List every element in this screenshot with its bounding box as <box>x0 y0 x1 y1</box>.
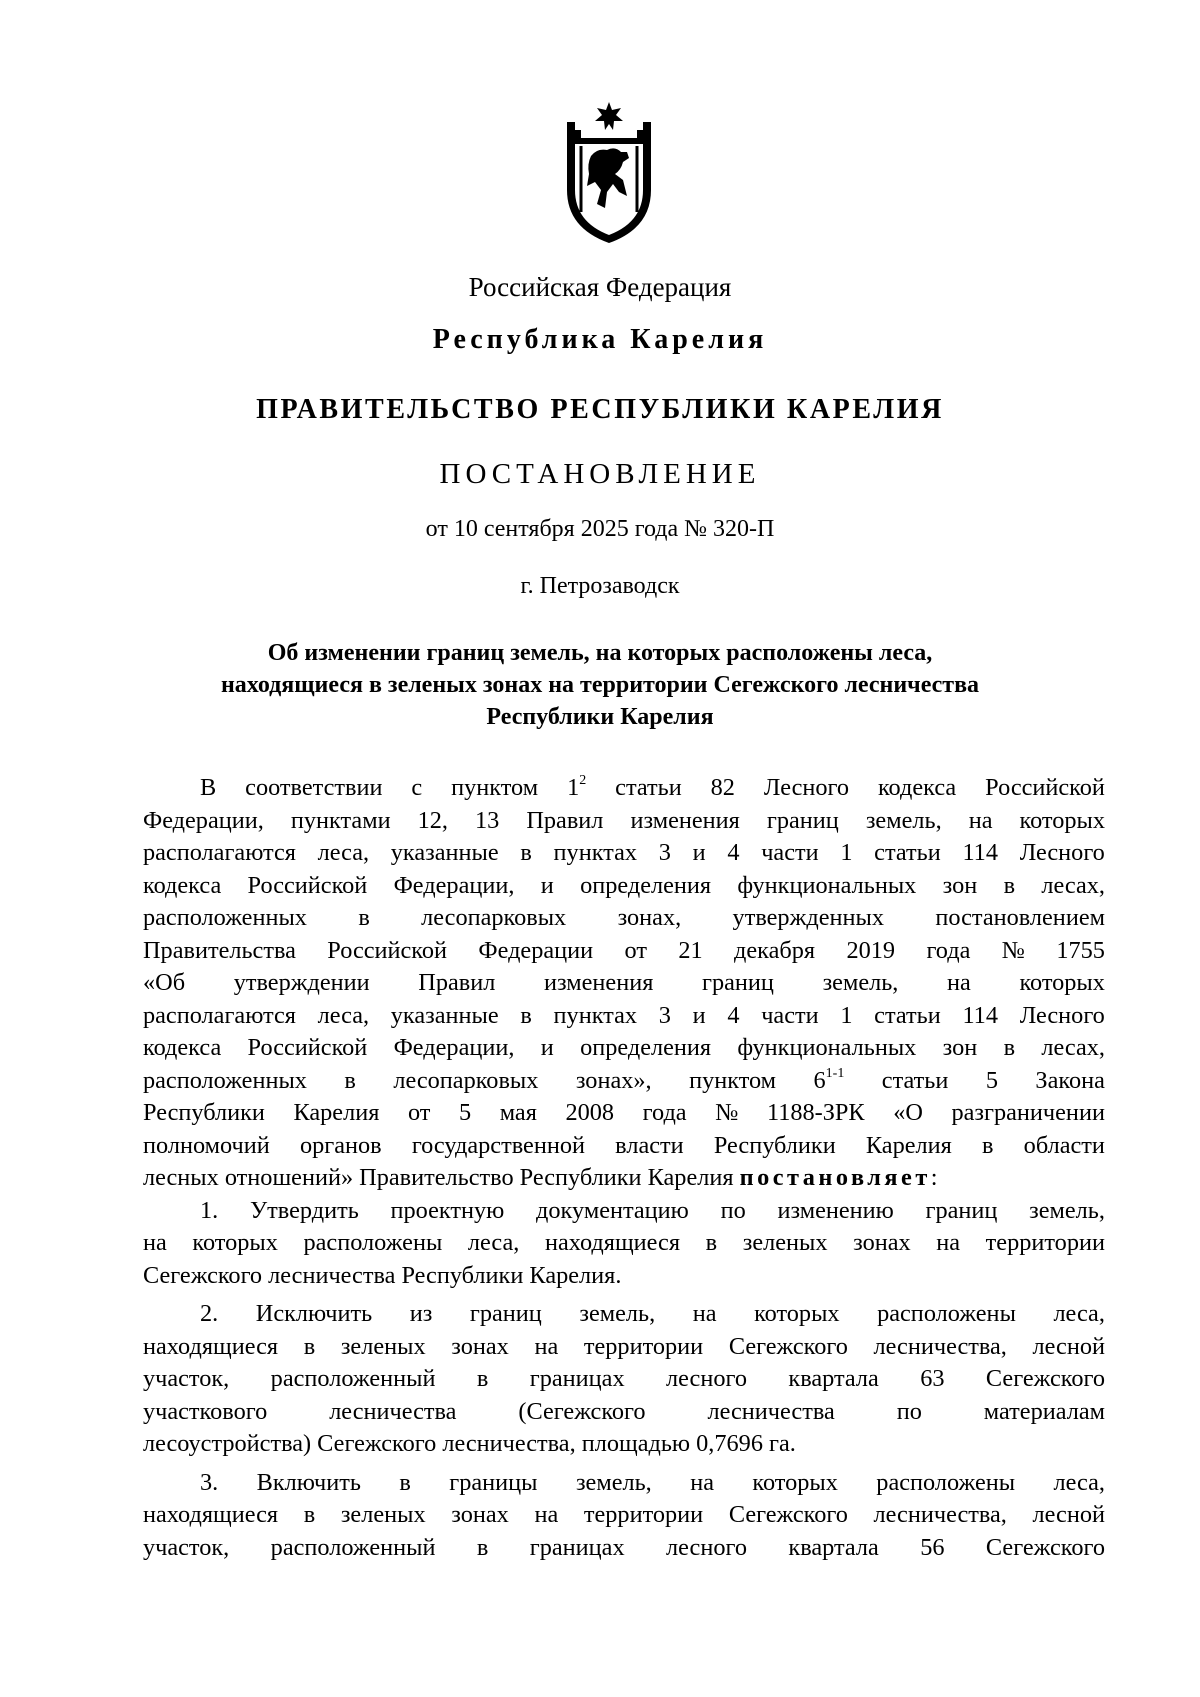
word: расположены <box>303 1229 443 1256</box>
word: 12, <box>417 806 448 834</box>
word: в <box>476 1365 489 1392</box>
word: № <box>715 1099 739 1126</box>
word: в <box>705 1229 718 1256</box>
word: леса, <box>1053 1468 1105 1496</box>
word: расположенный <box>270 1365 436 1392</box>
word: Лесного <box>763 774 850 801</box>
word: разграничении <box>951 1099 1105 1126</box>
title-line: Республики Карелия <box>486 704 714 730</box>
word: расположенных <box>143 904 307 931</box>
word: участок, <box>143 1365 230 1392</box>
word: земель, <box>865 806 942 834</box>
word: границах <box>529 1533 625 1561</box>
word: 2008 <box>565 1099 615 1126</box>
word: года <box>642 1099 687 1126</box>
word: от <box>407 1099 431 1126</box>
word: Лесного <box>1019 839 1105 866</box>
word: по <box>720 1196 746 1224</box>
item-1-line <box>143 1195 1105 1228</box>
preamble-line <box>143 1162 1105 1195</box>
word: Российской <box>247 1034 368 1061</box>
word: лесного <box>666 1533 747 1561</box>
word: на <box>947 969 971 996</box>
word: и <box>540 871 554 899</box>
word: в <box>344 1066 356 1094</box>
word: 5 <box>458 1099 472 1126</box>
word: мая <box>499 1099 537 1126</box>
word: зонах <box>853 1229 911 1256</box>
word: утверждении <box>233 969 370 996</box>
word: Федерации <box>478 936 594 964</box>
word: леса, <box>467 1229 520 1256</box>
word: № <box>1001 936 1025 964</box>
word: Закона <box>1035 1066 1105 1094</box>
preamble-line <box>143 870 1105 903</box>
word: определения <box>580 871 712 899</box>
point-number: 6 <box>813 1066 826 1094</box>
word: кодекса <box>143 871 222 899</box>
word: границ <box>702 969 774 996</box>
government-heading: ПРАВИТЕЛЬСТВО РЕСПУБЛИКИ КАРЕЛИЯ <box>256 394 944 425</box>
word: соответствии <box>245 774 383 801</box>
word: Сегежского <box>985 1365 1105 1392</box>
word: 21 <box>678 936 703 964</box>
word: В <box>200 774 217 801</box>
word: в <box>982 1131 994 1159</box>
word: Республики <box>143 1099 265 1126</box>
word: на <box>692 1300 717 1327</box>
preamble-line <box>143 1097 1105 1130</box>
word: по <box>896 1397 922 1425</box>
word: находящиеся <box>143 1332 279 1360</box>
word: в <box>520 839 532 866</box>
word: Правил <box>418 969 496 996</box>
word: земель, <box>1029 1196 1105 1224</box>
word: полномочий <box>143 1131 270 1159</box>
word: и <box>692 839 706 866</box>
word: Российской <box>247 871 368 899</box>
word: зон <box>942 1034 978 1061</box>
word: и <box>540 1034 554 1061</box>
word: из <box>409 1300 433 1327</box>
word: части <box>761 839 819 866</box>
word <box>567 772 586 805</box>
word: лесного <box>666 1365 747 1392</box>
word: зеленых <box>340 1332 426 1360</box>
karelia-coat-of-arms-emblem <box>557 100 661 245</box>
word: материалам <box>983 1397 1105 1425</box>
title-line: Об изменении границ земель, на которых расположены леса, <box>267 640 933 666</box>
word: статьи <box>874 1001 941 1029</box>
word: в <box>303 1332 316 1360</box>
word: в <box>1003 1034 1016 1061</box>
document-body <box>143 772 1105 1564</box>
word: 3 <box>658 1001 671 1029</box>
word: 3 <box>658 839 671 866</box>
word: кодекса <box>877 774 957 801</box>
word: в <box>358 904 370 931</box>
word: лесничества <box>329 1397 457 1425</box>
preamble-line <box>143 837 1105 870</box>
word: которых <box>754 1300 840 1327</box>
word: территории <box>985 1229 1105 1256</box>
word: статьи <box>881 1066 949 1094</box>
word: пунктами <box>290 806 391 834</box>
word: в <box>399 1468 411 1496</box>
word: 1755 <box>1056 936 1105 964</box>
word: 5 <box>985 1066 998 1094</box>
preamble-line <box>143 772 1105 805</box>
word: лесной <box>1032 1501 1105 1528</box>
superscript: 1-1 <box>825 1065 845 1081</box>
word: леса, <box>317 839 370 866</box>
word: расположенный <box>270 1533 436 1561</box>
word: постановлением <box>935 904 1105 931</box>
word: «О <box>893 1099 923 1126</box>
word: на <box>534 1501 559 1528</box>
word: зонах <box>451 1501 509 1528</box>
word: кодекса <box>143 1034 222 1061</box>
preamble-text: лесных отношений» Правительство Республики Карелия <box>143 1164 740 1191</box>
word: (Сегежского <box>518 1397 646 1425</box>
word: статьи <box>874 839 941 866</box>
word: границах <box>529 1365 625 1392</box>
preamble-line <box>143 935 1105 968</box>
word: Включить <box>256 1468 361 1496</box>
word: лесничества <box>707 1397 835 1425</box>
word: участок, <box>143 1533 230 1561</box>
word: статьи <box>615 774 682 801</box>
word: Утвердить <box>249 1196 359 1224</box>
preamble-line <box>143 1130 1105 1163</box>
word: лесничества, <box>873 1332 1007 1360</box>
word: Лесного <box>1019 1001 1105 1029</box>
word: на <box>690 1468 714 1496</box>
word: земель, <box>575 1468 652 1496</box>
word: квартала <box>788 1533 879 1561</box>
document-city: г. Петрозаводск <box>520 573 680 599</box>
word: Федерации, <box>143 806 264 834</box>
word: указанные <box>390 839 499 866</box>
word: с <box>411 774 423 801</box>
item-1-line <box>143 1227 1105 1260</box>
republic-heading: Республика Карелия <box>432 324 768 355</box>
word: 1188-ЗРК <box>766 1099 865 1126</box>
word: изменения <box>544 969 654 996</box>
word: расположены <box>876 1468 1016 1496</box>
word: в <box>476 1533 489 1561</box>
word: территории <box>583 1501 704 1528</box>
word: на <box>534 1332 559 1360</box>
word: 1 <box>840 1001 853 1029</box>
word: Федерации, <box>393 1034 515 1061</box>
word: Сегежского <box>728 1332 848 1360</box>
word: границ <box>469 1300 542 1327</box>
word: изменению <box>777 1196 894 1224</box>
word: находящиеся <box>544 1229 681 1256</box>
word: 13 <box>475 806 500 834</box>
word: зонах <box>451 1332 509 1360</box>
word: на <box>936 1229 961 1256</box>
document-title <box>130 637 1070 733</box>
word: земель, <box>822 969 899 996</box>
word <box>814 1065 845 1098</box>
word: зон <box>942 871 978 899</box>
word: Сегежского <box>985 1533 1105 1561</box>
word: которых <box>1019 806 1105 834</box>
word: территории <box>583 1332 704 1360</box>
word: участкового <box>143 1397 268 1425</box>
word: 2. <box>200 1300 219 1327</box>
word: утвержденных <box>732 904 884 931</box>
word: от <box>624 936 647 964</box>
item-3-line <box>143 1499 1105 1532</box>
word: и <box>692 1001 706 1029</box>
item-2-line: лесоустройства) Сегежского лесничества, площадью 0,7696 га. <box>143 1430 796 1457</box>
word: в <box>303 1501 316 1528</box>
word: границ <box>925 1196 998 1224</box>
word: зонах, <box>617 904 682 931</box>
word: зонах», <box>575 1066 652 1094</box>
word: документацию <box>536 1196 689 1224</box>
word: пунктом <box>689 1066 777 1094</box>
word: государственной <box>411 1131 585 1159</box>
word: на <box>968 806 993 834</box>
word: 63 <box>920 1365 945 1392</box>
word: земель, <box>579 1300 656 1327</box>
word: части <box>761 1001 819 1029</box>
word: года <box>926 936 971 964</box>
word: 4 <box>727 839 740 866</box>
word: леса, <box>317 1001 370 1029</box>
item-1-line: Сегежского лесничества Республики Карелия. <box>143 1261 622 1289</box>
word: Карелия <box>293 1099 380 1126</box>
word: власти <box>615 1131 684 1159</box>
word: 114 <box>962 839 998 866</box>
word: пунктом <box>451 774 539 801</box>
document-type: ПОСТАНОВЛЕНИЕ <box>439 458 761 490</box>
word: определения <box>580 1034 712 1061</box>
word: располагаются <box>143 1001 296 1029</box>
word: Российской <box>985 774 1105 801</box>
word: расположенных <box>143 1066 307 1094</box>
colon: : <box>930 1164 938 1191</box>
preamble-line <box>143 967 1105 1000</box>
word: 4 <box>727 1001 740 1029</box>
item-3-line <box>143 1532 1105 1565</box>
word: в <box>520 1001 532 1029</box>
word: на <box>143 1229 167 1256</box>
word: лесах, <box>1041 1034 1105 1061</box>
preamble-line <box>143 902 1105 935</box>
word: Российской <box>327 936 448 964</box>
word: органов <box>299 1131 382 1159</box>
item-2-line <box>143 1331 1105 1364</box>
word: лесах, <box>1041 871 1105 899</box>
item-3-line <box>143 1467 1105 1500</box>
word: пунктах <box>553 839 638 866</box>
word: Федерации, <box>393 871 515 899</box>
word: лесной <box>1032 1332 1105 1360</box>
word: 1. <box>200 1196 219 1224</box>
preamble-line <box>143 1000 1105 1033</box>
word: Правительства <box>143 936 296 964</box>
word: которых <box>1019 969 1105 996</box>
word: лесопарковых <box>421 904 567 931</box>
word: 82 <box>710 774 735 801</box>
preamble-line <box>143 1032 1105 1065</box>
word: проектную <box>390 1196 505 1224</box>
word: расположены <box>877 1300 1016 1327</box>
word: указанные <box>390 1001 499 1029</box>
point-number: 1 <box>567 774 580 801</box>
word: изменения <box>630 806 740 834</box>
word: 114 <box>962 1001 998 1029</box>
word: декабря <box>734 936 816 964</box>
federation-heading: Российская Федерация <box>468 272 732 302</box>
word: границы <box>449 1468 538 1496</box>
word: пунктах <box>553 1001 638 1029</box>
word: Карелия <box>865 1131 952 1159</box>
word: Сегежского <box>728 1501 848 1528</box>
word: Республики <box>713 1131 836 1159</box>
word: зеленых <box>742 1229 828 1256</box>
word: Правил <box>526 806 604 834</box>
word: области <box>1023 1131 1105 1159</box>
word: которых <box>192 1229 278 1256</box>
word: леса, <box>1053 1300 1105 1327</box>
document-date-number: от 10 сентября 2025 года № 320-П <box>425 516 775 542</box>
word: лесопарковых <box>393 1066 539 1094</box>
item-2-line <box>143 1396 1105 1429</box>
word: функциональных <box>737 871 917 899</box>
word: находящиеся <box>143 1501 279 1528</box>
word: в <box>1003 871 1016 899</box>
word: 3. <box>200 1468 219 1496</box>
word: «Об <box>143 969 186 996</box>
word: 2019 <box>846 936 896 964</box>
word: лесничества, <box>873 1501 1007 1528</box>
word: 56 <box>920 1533 945 1561</box>
preamble-line <box>143 805 1105 838</box>
item-2-line <box>143 1363 1105 1396</box>
preamble-line <box>143 1065 1105 1098</box>
word: которых <box>752 1468 838 1496</box>
superscript: 2 <box>579 773 587 788</box>
word: Исключить <box>255 1300 373 1327</box>
word: располагаются <box>143 839 296 866</box>
decree-verb: постановляет <box>739 1164 931 1191</box>
word: границ <box>766 806 839 834</box>
word: зеленых <box>340 1501 426 1528</box>
word: 1 <box>840 839 853 866</box>
word: функциональных <box>737 1034 917 1061</box>
title-line: находящиеся в зеленых зонах на территории Сегежского лесничества <box>220 672 980 698</box>
word: квартала <box>788 1365 879 1392</box>
item-2-line <box>143 1298 1105 1331</box>
